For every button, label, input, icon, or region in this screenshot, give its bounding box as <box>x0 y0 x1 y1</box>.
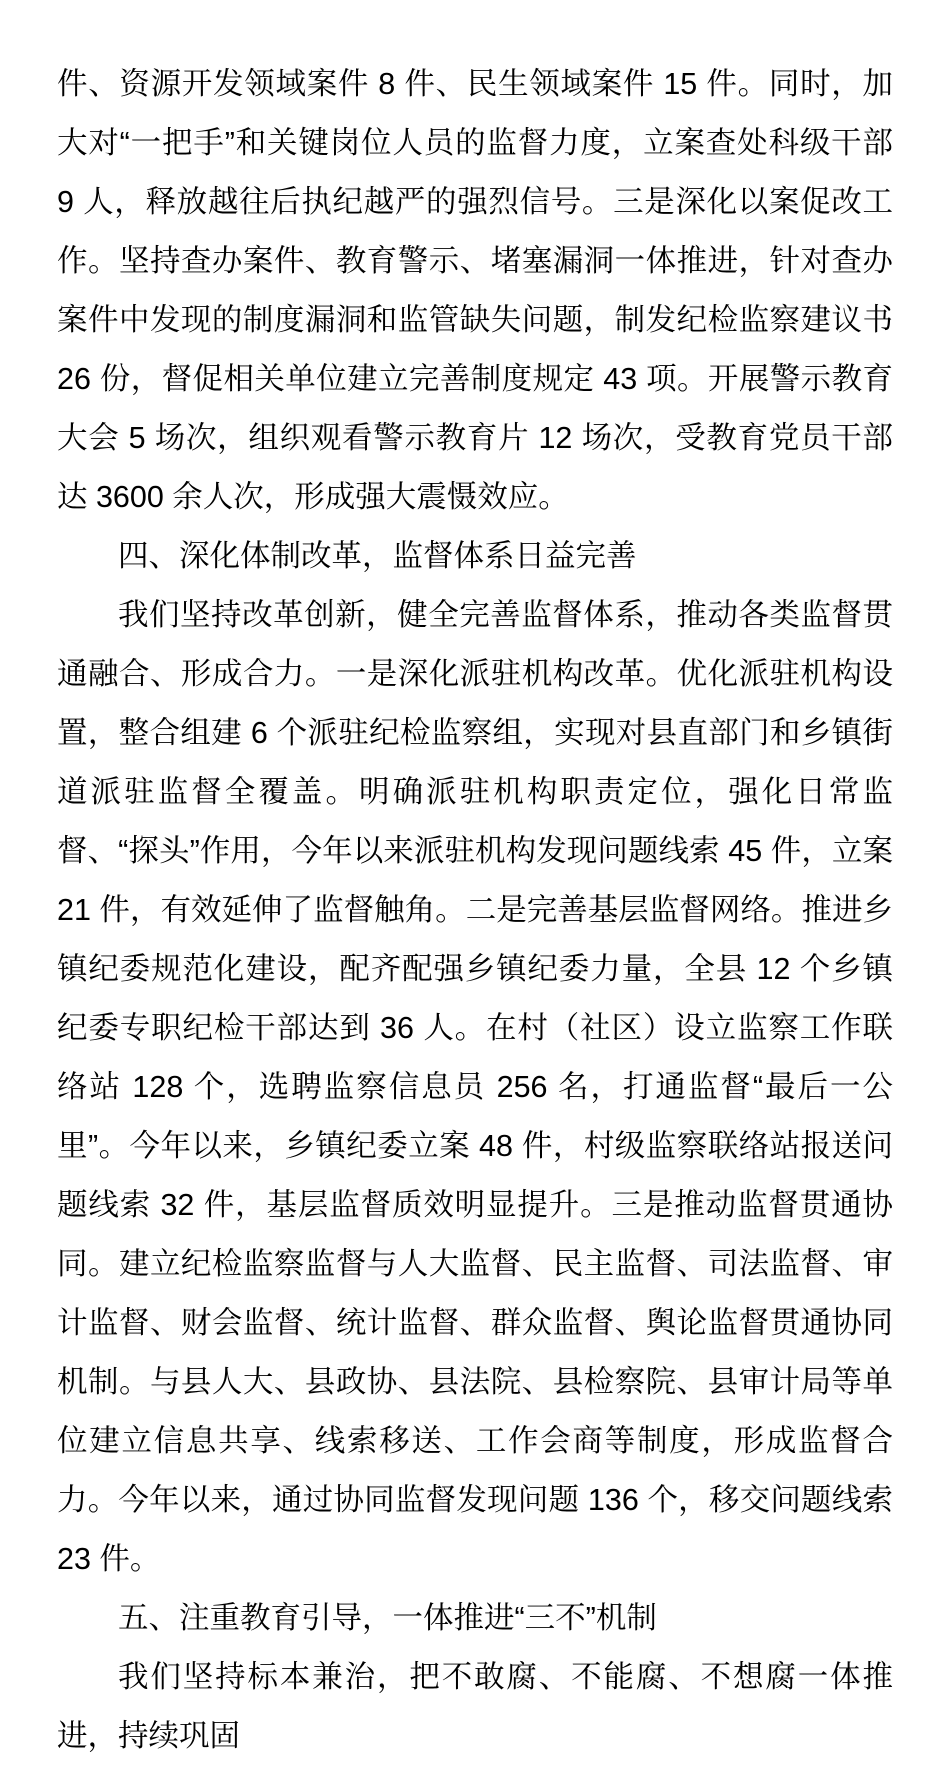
paragraph-section-four-body: 我们坚持改革创新，健全完善监督体系，推动各类监督贯通融合、形成合力。一是深化派驻机构改革。优化派驻机构设置，整合组建 6 个派驻纪检监察组，实现对县直部门和乡镇街道派驻监督全覆盖。明确派驻机构职责定位，强化日常监督、“探头”作用，今年以来派驻机构发现问题线索 45 件，立案 21 件，有效延伸了监督触角。二是完善基层监督网络。推进乡镇纪委规范化建设，配齐配强乡镇纪委力量，全县 12 个乡镇纪委专职纪检干部达到 36 人。在村（社区）设立监察工作联络站 128 个，选聘监察信息员 256 名，打通监督“最后一公里”。今年以来，乡镇纪委立案 48 件，村级监察联络站报送问题线索 32 件，基层监督质效明显提升。三是推动监督贯通协同。建立纪检监察监督与人大监督、民主监督、司法监督、审计监督、财会监督、统计监督、群众监督、舆论监督贯通协同机制。与县人大、县政协、县法院、县检察院、县审计局等单位建立信息共享、线索移送、工作会商等制度，形成监督合力。今年以来，通过协同监督发现问题 136 个，移交问题线索 23 件。 <box>57 598 893 1576</box>
paragraph-section-five-body: 我们坚持标本兼治，把不敢腐、不能腐、不想腐一体推进，持续巩固 <box>57 1660 893 1753</box>
document-body <box>57 55 893 1766</box>
section-heading-five: 五、注重教育引导，一体推进“三不”机制 <box>118 1601 657 1635</box>
paragraph-continued-case-statistics: 件、资源开发领域案件 8 件、民生领域案件 15 件。同时，加大对“一把手”和关键岗位人员的监督力度，立案查处科级干部 9 人，释放越往后执纪越严的强烈信号。三是深化以案促改工作。坚持查办案件、教育警示、堵塞漏洞一体推进，针对查办案件中发现的制度漏洞和监管缺失问题，制发纪检监察建议书 26 份，督促相关单位建立完善制度规定 43 项。开展警示教育大会 5 场次，组织观看警示教育片 12 场次，受教育党员干部达 3600 余人次，形成强大震慑效应。 <box>57 67 893 514</box>
section-heading-four: 四、深化体制改革，监督体系日益完善 <box>118 539 637 573</box>
